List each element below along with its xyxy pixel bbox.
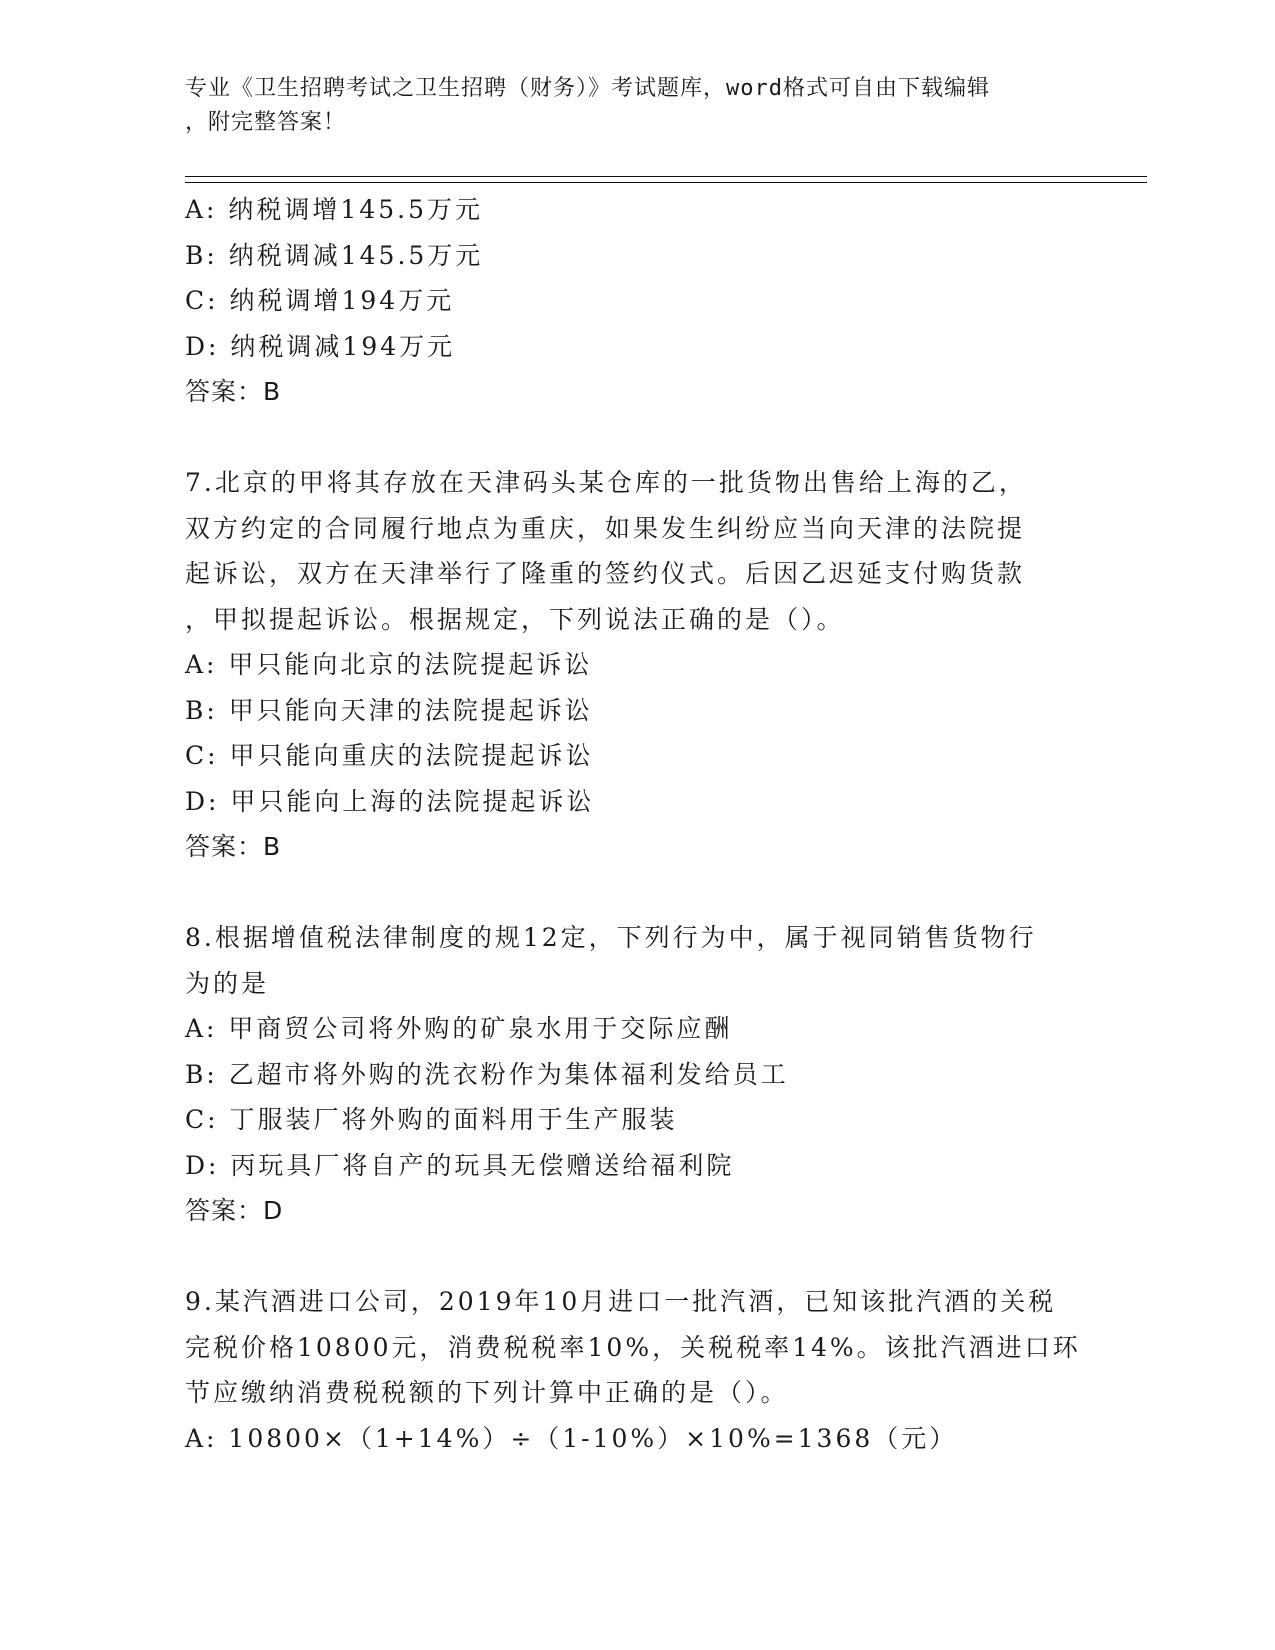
question-text-line: 完税价格10800元，消费税税率10%，关税税率14%。该批汽酒进口环	[185, 1332, 1081, 1362]
question-text-line: 8.根据增值税法律制度的规12定，下列行为中，属于视同销售货物行	[185, 923, 1037, 952]
option-d: D: 丙玩具厂将自产的玩具无偿赠送给福利院	[185, 1150, 735, 1180]
spacer	[185, 870, 1085, 916]
option-b: B: 纳税调减145.5万元	[185, 240, 484, 270]
answer: 答案：D	[185, 1196, 284, 1225]
header-line-2: ，附完整答案！	[185, 110, 347, 135]
question-9	[185, 1279, 1085, 1461]
option-c: C: 纳税调增194万元	[185, 286, 455, 315]
answer: 答案：B	[185, 377, 282, 406]
option-d: D: 甲只能向上海的法院提起诉讼	[185, 786, 595, 816]
header-line-1: 专业《卫生招聘考试之卫生招聘（财务）》考试题库，word格式可自由下载编辑	[185, 76, 990, 101]
question-text-line: 7.北京的甲将其存放在天津码头某仓库的一批货物出售给上海的乙，	[185, 468, 1027, 497]
option-a: A: 甲商贸公司将外购的矿泉水用于交际应酬	[185, 1014, 733, 1043]
spacer	[185, 1234, 1085, 1280]
question-7	[185, 460, 1085, 870]
question-text-line: 为的是	[185, 968, 270, 998]
spacer	[185, 415, 1085, 461]
option-a: A: 纳税调增145.5万元	[185, 195, 483, 224]
question-text-line: 双方约定的合同履行地点为重庆，如果发生纠纷应当向天津的法院提	[185, 513, 1026, 543]
option-b: B: 甲只能向天津的法院提起诉讼	[185, 695, 593, 725]
question-text-line: 节应缴纳消费税税额的下列计算中正确的是（）。	[185, 1378, 789, 1407]
document-header	[185, 72, 1065, 140]
question-text-line: 起诉讼，双方在天津举行了隆重的签约仪式。后因乙迟延支付购货款	[185, 559, 1026, 588]
option-c: C: 丁服装厂将外购的面料用于生产服装	[185, 1105, 678, 1134]
question-6	[185, 187, 1085, 415]
option-a: A: 甲只能向北京的法院提起诉讼	[185, 650, 593, 679]
question-8	[185, 915, 1085, 1234]
question-text-line: ，甲拟提起诉讼。根据规定，下列说法正确的是（）。	[185, 604, 845, 634]
option-a: A: 10800×（1+14%）÷（1-10%）×10%=1368（元）	[185, 1423, 958, 1453]
question-text-line: 9.某汽酒进口公司，2019年10月进口一批汽酒，已知该批汽酒的关税	[185, 1287, 1057, 1316]
option-c: C: 甲只能向重庆的法院提起诉讼	[185, 741, 594, 770]
option-b: B: 乙超市将外购的洗衣粉作为集体福利发给员工	[185, 1059, 789, 1089]
answer: 答案：B	[185, 832, 282, 861]
header-rule-top	[185, 176, 1147, 177]
question-content	[185, 187, 1085, 1461]
header-rule-bottom	[185, 182, 1147, 183]
option-d: D: 纳税调减194万元	[185, 331, 456, 361]
